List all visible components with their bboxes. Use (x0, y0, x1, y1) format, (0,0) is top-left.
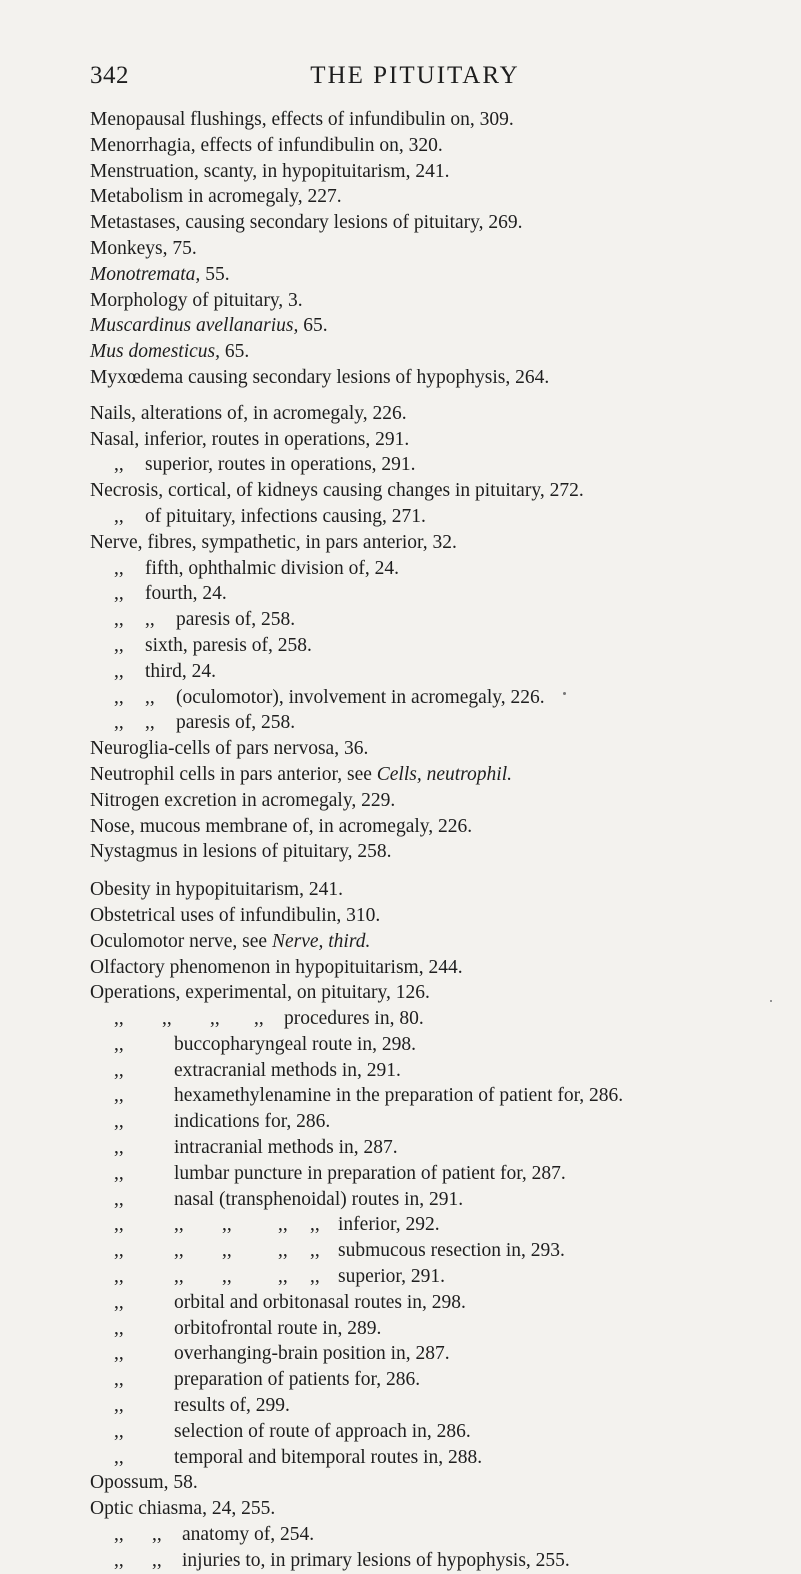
ditto-mark: ,, (114, 1137, 124, 1159)
ditto-mark: ,, (114, 1162, 124, 1184)
index-entry: Nitrogen excretion in acromegaly, 229. (90, 789, 396, 811)
index-subentry: ,, sixth, paresis of, 258. (90, 633, 780, 659)
ditto-mark: ,, (114, 1008, 124, 1030)
ditto-mark: ,, (114, 660, 124, 682)
index-subentry: ,, hexamethylenamine in the preparation of patient for, 286. (90, 1083, 780, 1109)
index-entry: Mus domesticus, 65. (90, 341, 250, 363)
page-header (90, 62, 740, 92)
ditto-mark: ,, (162, 1008, 172, 1030)
ditto-mark: ,, (114, 505, 124, 527)
index-entry: Nails, alterations of, in acromegaly, 226. (90, 402, 407, 424)
index-subentry: ,, indications for, 286. (90, 1109, 780, 1135)
ditto-mark: ,, (114, 454, 124, 476)
index-subentry: ,, of pituitary, infections causing, 271. (90, 504, 780, 530)
index-subentry: ,, preparation of patients for, 286. (90, 1367, 780, 1393)
index-subentry: ,, fifth, ophthalmic division of, 24. (90, 556, 780, 582)
index-entry: Optic chiasma, 24, 255. (90, 1498, 276, 1520)
index-entry: Oculomotor nerve, see Nerve, third. (90, 930, 371, 952)
ditto-mark: ,, (114, 1549, 124, 1571)
index-subentry: ,, orbital and orbitonasal routes in, 298. (90, 1290, 780, 1316)
index-subentry: ,, nasal (transphenoidal) routes in, 291. (90, 1187, 780, 1213)
ditto-mark: ,, (152, 1549, 162, 1571)
ditto-mark: ,, (114, 712, 124, 734)
index-entry: Nerve, fibres, sympathetic, in pars anterior, 32. (90, 531, 457, 553)
ditto-mark: ,, (114, 1240, 124, 1262)
ditto-mark: ,, (114, 609, 124, 631)
running-title: THE PITUITARY (310, 62, 520, 89)
ditto-mark: ,, (145, 712, 155, 734)
ditto-mark: ,, (114, 1317, 124, 1339)
index-entry: Obesity in hypopituitarism, 241. (90, 879, 343, 901)
index-entry: Menorrhagia, effects of infundibulin on, 320. (90, 134, 443, 156)
index-subentry: ,, extracranial methods in, 291. (90, 1058, 780, 1084)
ditto-mark: ,, (278, 1266, 288, 1288)
index-entry: Metabolism in acromegaly, 227. (90, 186, 342, 208)
index-subentry: ,, ,, paresis of, 258. (90, 710, 780, 736)
ditto-mark: ,, (114, 557, 124, 579)
ditto-mark: ,, (278, 1214, 288, 1236)
ditto-mark: ,, (310, 1214, 320, 1236)
ditto-mark: ,, (114, 1059, 124, 1081)
index-subentry: ,, buccopharyngeal route in, 298. (90, 1032, 780, 1058)
index-entry: Olfactory phenomenon in hypopituitarism, 244. (90, 956, 463, 978)
index-entry: Nystagmus in lesions of pituitary, 258. (90, 841, 392, 863)
index-subentry: ,, ,, paresis of, 258. (90, 607, 780, 633)
index-entry: Monotremata, 55. (90, 263, 230, 285)
ditto-mark: ,, (210, 1008, 220, 1030)
index-subentry: ,, ,, ,, ,, ,, submucous resection in, 293. (90, 1238, 780, 1264)
ditto-mark: ,, (310, 1266, 320, 1288)
ditto-mark: ,, (174, 1240, 184, 1262)
ditto-mark: ,, (254, 1008, 264, 1030)
ditto-mark: ,, (310, 1240, 320, 1262)
index-subentry: ,, temporal and bitemporal routes in, 288. (90, 1445, 780, 1471)
ditto-mark: ,, (114, 1033, 124, 1055)
ditto-mark: ,, (114, 1395, 124, 1417)
index-entry: Muscardinus avellanarius, 65. (90, 315, 328, 337)
ditto-mark: ,, (114, 1446, 124, 1468)
page-number: 342 (90, 62, 129, 89)
paper-speck (770, 1000, 772, 1002)
index-entry: Nose, mucous membrane of, in acromegaly, 226. (90, 815, 473, 837)
index-entry: Metastases, causing secondary lesions of pituitary, 269. (90, 212, 523, 234)
index-entry: Monkeys, 75. (90, 237, 197, 259)
ditto-mark: ,, (114, 1085, 124, 1107)
ditto-mark: ,, (114, 1266, 124, 1288)
index-entry: Neutrophil cells in pars anterior, see Cells, neutrophil. (90, 763, 512, 785)
ditto-mark: ,, (278, 1240, 288, 1262)
index-subentry: ,, selection of route of approach in, 286. (90, 1419, 780, 1445)
index-entry: Operations, experimental, on pituitary, 126. (90, 982, 430, 1004)
ditto-mark: ,, (152, 1524, 162, 1546)
index-subentry: ,, superior, routes in operations, 291. (90, 452, 780, 478)
ditto-mark: ,, (114, 1524, 124, 1546)
index-subentry: ,, intracranial methods in, 287. (90, 1135, 780, 1161)
index-entry: Necrosis, cortical, of kidneys causing changes in pituitary, 272. (90, 480, 584, 502)
index-subentry: ,, orbitofrontal route in, 289. (90, 1316, 780, 1342)
ditto-mark: ,, (114, 1369, 124, 1391)
ditto-mark: ,, (145, 686, 155, 708)
ditto-mark: ,, (114, 686, 124, 708)
index-subentry: ,, lumbar puncture in preparation of patient for, 287. (90, 1161, 780, 1187)
index-subentry: ,, ,, (oculomotor), involvement in acromegaly, 226. (90, 685, 780, 711)
index-list (90, 107, 780, 1574)
ditto-mark: ,, (114, 1420, 124, 1442)
ditto-mark: ,, (114, 634, 124, 656)
ditto-mark: ,, (114, 1111, 124, 1133)
index-subentry: ,, ,, ,, ,, procedures in, 80. (90, 1006, 780, 1032)
index-entry: Opossum, 58. (90, 1472, 198, 1494)
index-subentry: ,, overhanging-brain position in, 287. (90, 1341, 780, 1367)
index-subentry: ,, fourth, 24. (90, 581, 780, 607)
ditto-mark: ,, (174, 1266, 184, 1288)
index-subentry: ,, ,, ,, ,, ,, inferior, 292. (90, 1212, 780, 1238)
index-entry: Myxœdema causing secondary lesions of hypophysis, 264. (90, 366, 550, 388)
index-entry: Obstetrical uses of infundibulin, 310. (90, 904, 381, 926)
ditto-mark: ,, (114, 583, 124, 605)
ditto-mark: ,, (222, 1240, 232, 1262)
ditto-mark: ,, (174, 1214, 184, 1236)
ditto-mark: ,, (114, 1343, 124, 1365)
paper-speck (563, 692, 566, 695)
index-subentry: ,, ,, ,, ,, ,, superior, 291. (90, 1264, 780, 1290)
index-entry: Neuroglia-cells of pars nervosa, 36. (90, 738, 369, 760)
index-subentry: ,, ,, injuries to, in primary lesions of hypophysis, 255. (90, 1548, 780, 1574)
ditto-mark: ,, (114, 1188, 124, 1210)
ditto-mark: ,, (222, 1214, 232, 1236)
ditto-mark: ,, (145, 609, 155, 631)
index-entry: Morphology of pituitary, 3. (90, 289, 303, 311)
index-entry: Menopausal flushings, effects of infundibulin on, 309. (90, 109, 514, 130)
index-subentry: ,, third, 24. (90, 659, 780, 685)
index-subentry: ,, results of, 299. (90, 1393, 780, 1419)
index-entry: Menstruation, scanty, in hypopituitarism, 241. (90, 160, 450, 182)
ditto-mark: ,, (114, 1214, 124, 1236)
ditto-mark: ,, (114, 1291, 124, 1313)
index-entry: Nasal, inferior, routes in operations, 291. (90, 428, 410, 450)
ditto-mark: ,, (222, 1266, 232, 1288)
index-subentry: ,, ,, anatomy of, 254. (90, 1522, 780, 1548)
